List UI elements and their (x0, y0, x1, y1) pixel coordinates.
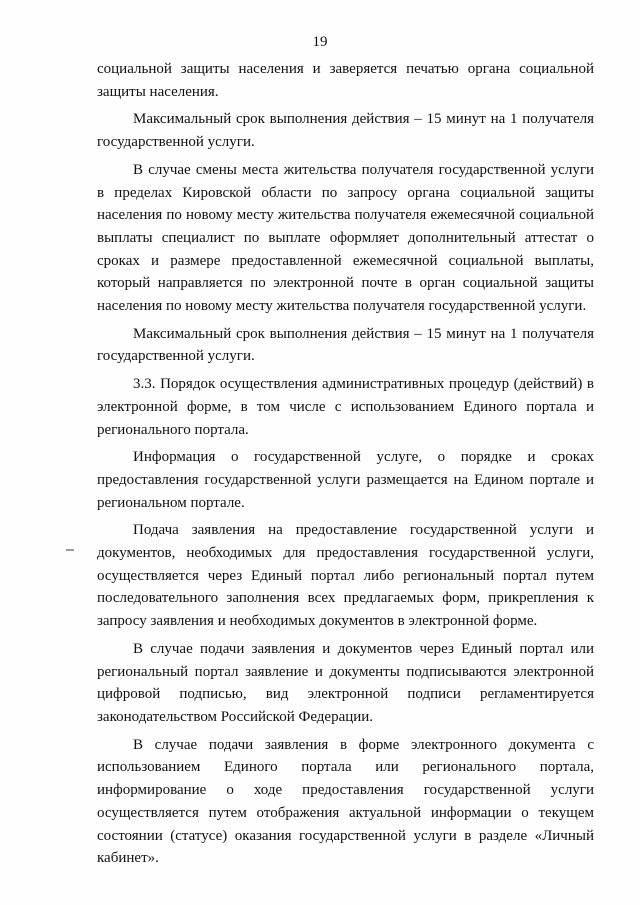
section-heading-3-3: 3.3. Порядок осуществления административных процедур (действий) в электронной форме, в том числе с использованием Единого портала и регионального портала. (97, 376, 594, 438)
paragraph-continuation: социальной защиты населения и заверяется печатью органа социальной защиты населения. (97, 61, 594, 100)
paragraph-digital-signature: В случае подачи заявления и документов через Единый портал или региональный портал заявление и документы подписываются электронной цифровой подписью, вид электронной подписи регламентируется законодательством Российской Федерации. (97, 640, 594, 725)
page-number: 19 (312, 34, 328, 50)
scan-mark (66, 549, 74, 551)
paragraph-status-informing: В случае подачи заявления в форме электронного документа с использованием Единого портала или регионального портала, информирование о ходе предоставления государственной услуги осуществляется путем отображения актуальной информации о текущем состоянии (статусе) оказания государственной услуги в разделе «Личный кабинет». (97, 736, 594, 867)
paragraph-max-time-2: Максимальный срок выполнения действия – 15 минут на 1 получателя государственной услуги. (97, 325, 594, 365)
paragraph-residence-change: В случае смены места жительства получателя государственной услуги в пределах Кировской области по запросу органа социальной защиты населения по новому месту жительства получателя ежемесячной социальной выплаты специалист по выплате оформляет дополнительный аттестат о сроках и размере предоставленной ежемесячной социальной выплаты, который направляется по электронной почте в орган социальной защиты населения по новому месту жительства получателя государственной услуги. (97, 161, 594, 315)
page-body (97, 58, 594, 875)
paragraph-service-info: Информация о государственной услуге, о порядке и сроках предоставления государственной услуги размещается на Едином портале и региональном портале. (97, 449, 594, 511)
paragraph-application-submission: Подача заявления на предоставление государственной услуги и документов, необходимых для предоставления государственной услуги, осуществляется через Единый портал либо региональный портал путем последовательного заполнения всех предлагаемых форм, прикрепления к запросу заявления и необходимых документов в электронной форме. (97, 522, 594, 630)
paragraph-max-time-1: Максимальный срок выполнения действия – 15 минут на 1 получателя государственной услуги. (97, 111, 594, 151)
